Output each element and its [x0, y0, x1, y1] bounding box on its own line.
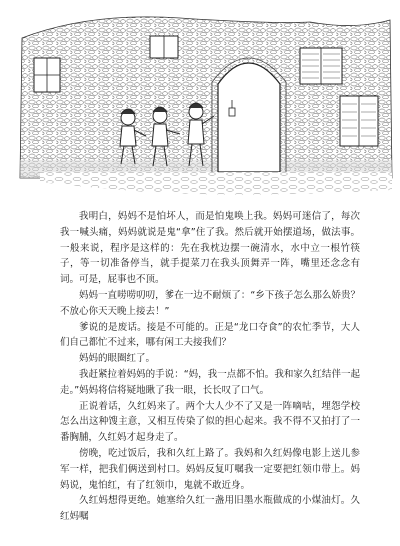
- ground: [40, 172, 392, 195]
- paragraph-1: 我明白，妈妈不是怕坏人，而是怕鬼唤上我。妈妈可迷信了，每次我一喊头痛，妈妈就说是鬼“拿”住了我。然后就开始摆道场，做法事。一般来说，程序是这样的：先在我枕边摆一碗清水，水中立一根竹筷子，等一切准备停当，就手提菜刀在我头顶舞弄一阵，嘴里还念念有词。可是，屁事也不顶。: [60, 211, 360, 286]
- shutter-window-top: [300, 48, 342, 84]
- story-text: [60, 209, 360, 525]
- paragraph-4: 妈妈的眼圈红了。: [79, 353, 156, 365]
- paragraph-3: 爹说的是废话。接是不可能的。正是“龙口夺食”的农忙季节，大人们自己都忙不过来，哪有闲工夫接我们？: [60, 321, 360, 349]
- shutter-window-bottom: [340, 96, 378, 146]
- paragraph-5: 我赶紧拉着妈妈的手说：“妈，我一点都不怕。我和家久红结伴一起走。”妈妈将信将疑地瞅了我一眼，长长叹了口气。: [60, 368, 360, 396]
- top-window: [150, 36, 178, 58]
- paragraph-7: 傍晚，吃过饭后，我和久红上路了。我妈和久红妈像电影上送儿参军一样，把我们俩送到村口。妈妈反复叮嘱我一定要把红领巾带上。妈妈说，鬼怕红，有了红领巾，鬼就不敢近身。: [60, 447, 360, 491]
- arched-doorway: [218, 63, 280, 172]
- story-illustration: [0, 0, 400, 200]
- stone-wall: [20, 17, 392, 178]
- paragraph-6: 正说着话，久红妈来了。两个大人少不了又是一阵嘀咕，埋怨学校怎么出这种馊主意，又相互传染了似的担心起来。我不得不又拍打了一番胸脯，久红妈才起身走了。: [60, 400, 360, 444]
- left-window: [34, 58, 60, 92]
- paragraph-2: 妈妈一直唠唠叨叨，爹在一边不耐烦了：“乡下孩子怎么那么娇贵？不放心你天天晚上接去！”: [60, 289, 360, 317]
- paragraph-8: 久红妈想得更绝。她塞给久红一盏用旧墨水瓶做成的小煤油灯。久红妈嘱: [60, 495, 360, 523]
